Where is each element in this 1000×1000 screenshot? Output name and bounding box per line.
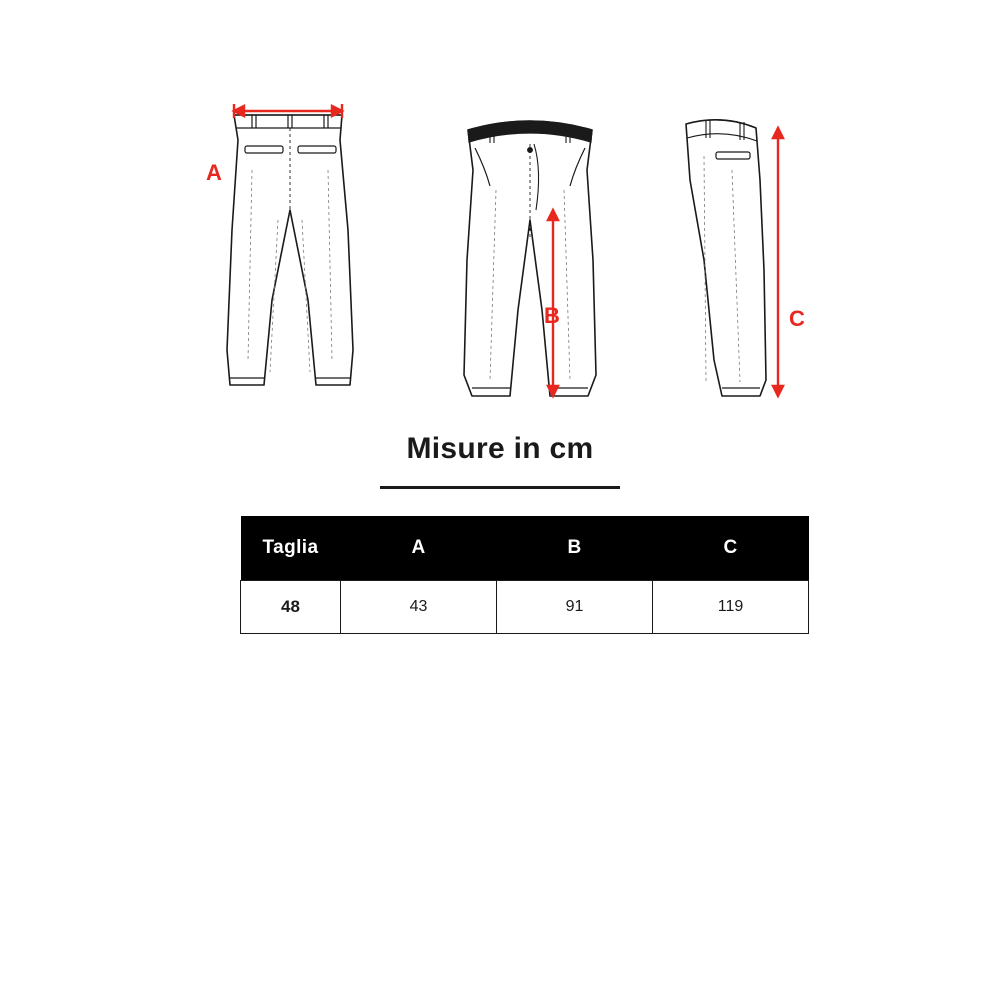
illustrations-area [0, 60, 1000, 420]
header-taglia: Taglia [241, 516, 341, 581]
header-b: B [497, 516, 653, 581]
measure-label-c: C [789, 306, 806, 331]
title-block [0, 432, 1000, 489]
page-title: Misure in cm [406, 432, 594, 465]
table-header-row [241, 516, 809, 581]
size-table [240, 516, 809, 634]
cell-a: 43 [341, 581, 497, 634]
measure-label-a: A [206, 160, 223, 185]
trousers-back-view [430, 60, 630, 425]
cell-c: 119 [653, 581, 809, 634]
trousers-front-view [190, 60, 390, 425]
size-table-body [241, 581, 809, 634]
measure-label-b: B [544, 303, 561, 328]
trousers-side-view [660, 60, 860, 425]
header-c: C [653, 516, 809, 581]
size-table-wrapper [240, 516, 800, 634]
title-divider [380, 486, 620, 489]
cell-size: 48 [241, 581, 341, 634]
cell-b: 91 [497, 581, 653, 634]
header-a: A [341, 516, 497, 581]
size-table-header [241, 516, 809, 581]
table-row [241, 581, 809, 634]
